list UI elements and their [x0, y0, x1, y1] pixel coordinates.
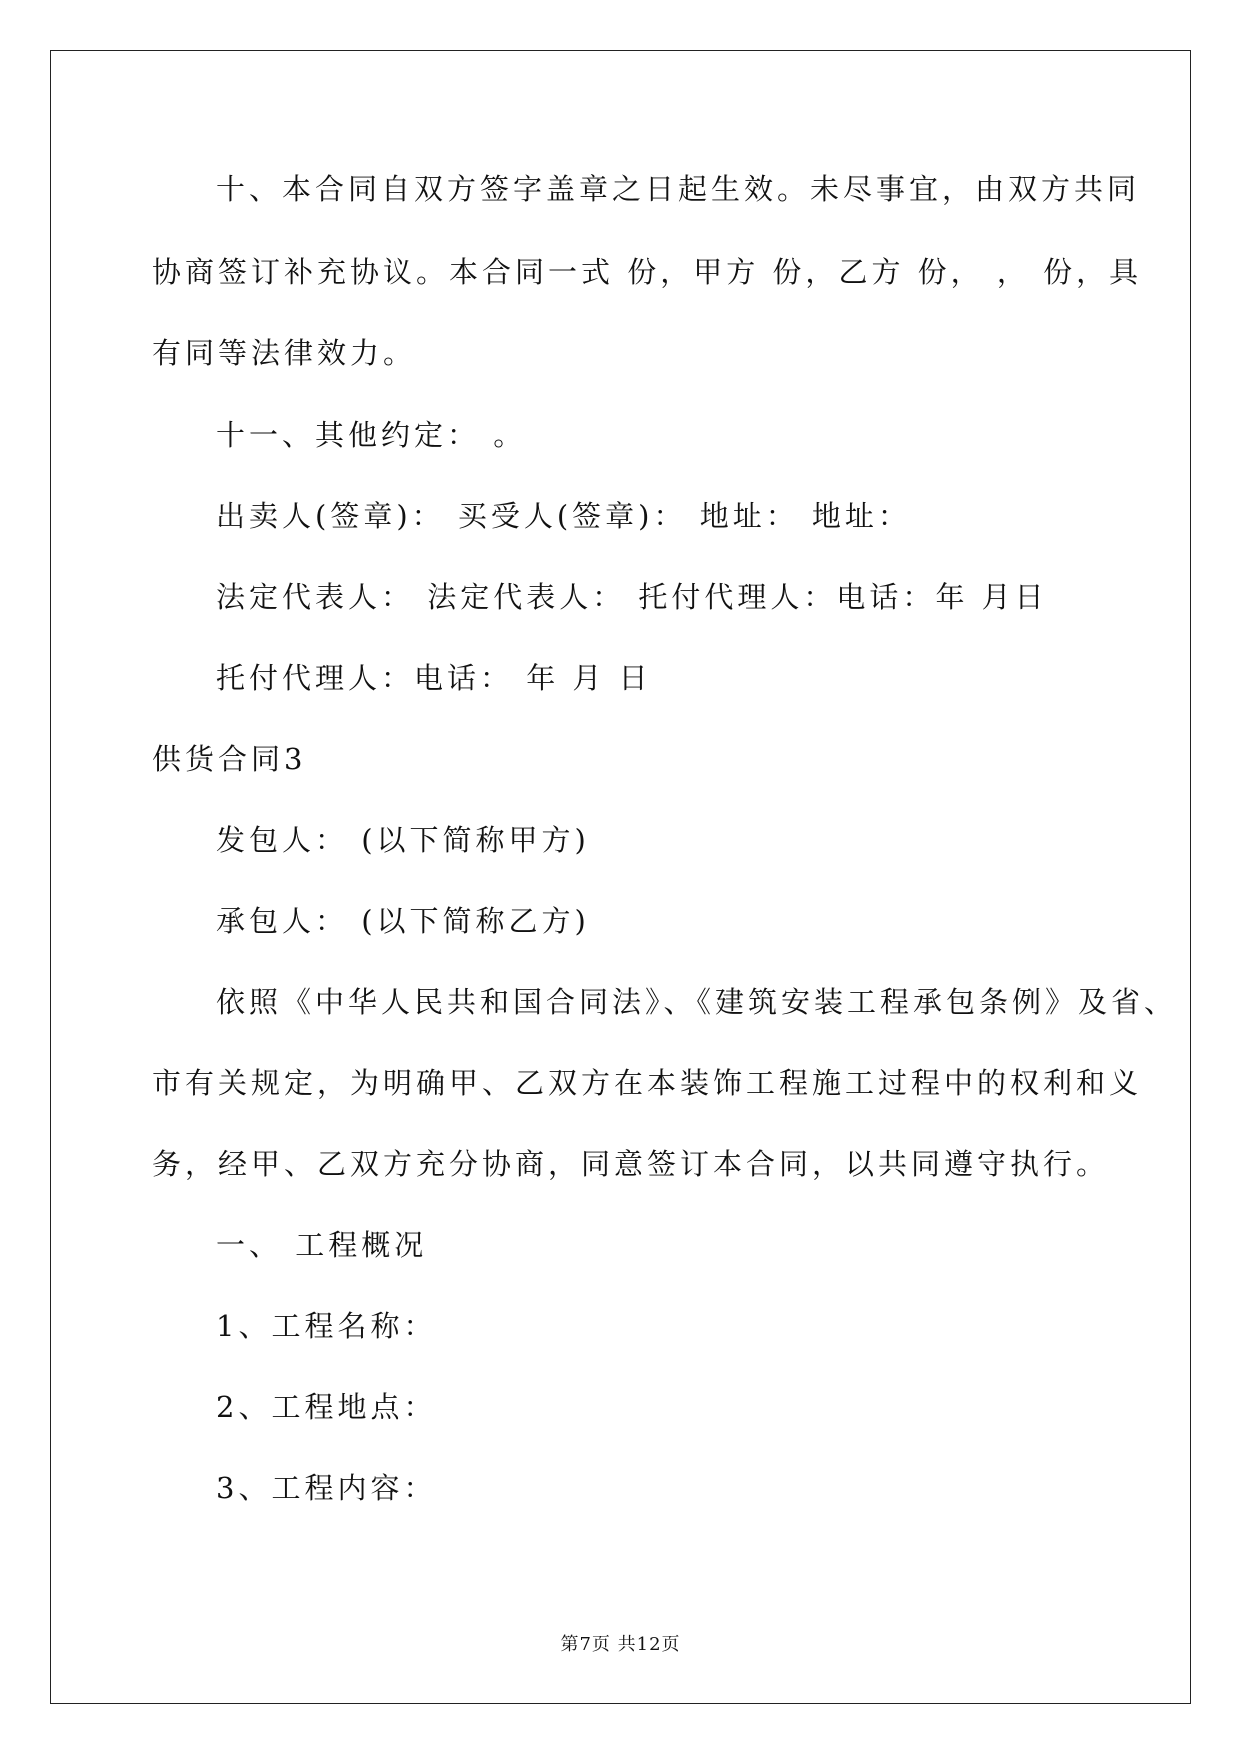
section-1-heading: 一、 工程概况	[216, 1228, 428, 1262]
page-number-footer: 第7页 共12页	[560, 1634, 681, 1655]
party-a: 发包人： (以下简称甲方)	[216, 823, 590, 857]
preamble-line-3: 务，经甲、乙双方充分协商，同意签订本合同，以共同遵守执行。	[152, 1147, 1110, 1181]
contract-title: 供货合同3	[152, 742, 307, 776]
clause-10-line-3: 有同等法律效力。	[152, 336, 417, 370]
preamble-line-2: 市有关规定，为明确甲、乙双方在本装饰工程施工过程中的权利和义	[152, 1066, 1143, 1100]
clause-10-line-1: 十、本合同自双方签字盖章之日起生效。未尽事宜，由双方共同	[216, 172, 1141, 206]
clause-10-line-2: 协商签订补充协议。本合同一式 份，甲方 份，乙方 份， ， 份，具	[152, 255, 1143, 289]
signature-legal-rep: 法定代表人： 法定代表人： 托付代理人：电话：年 月日	[216, 580, 1048, 614]
item-project-location: 2、工程地点：	[216, 1390, 437, 1424]
preamble-line-1: 依照《中华人民共和国合同法》、《建筑安装工程承包条例》及省、	[216, 985, 1178, 1019]
page-border	[50, 50, 1191, 1704]
party-b: 承包人： (以下简称乙方)	[216, 904, 590, 938]
signature-seller-buyer: 出卖人(签章)： 买受人(签章)： 地址： 地址：	[216, 499, 911, 533]
item-project-content: 3、工程内容：	[216, 1471, 437, 1505]
clause-11: 十一、其他约定： 。	[216, 418, 527, 452]
signature-agent: 托付代理人：电话： 年 月 日	[216, 661, 652, 695]
item-project-name: 1、工程名称：	[216, 1309, 437, 1343]
